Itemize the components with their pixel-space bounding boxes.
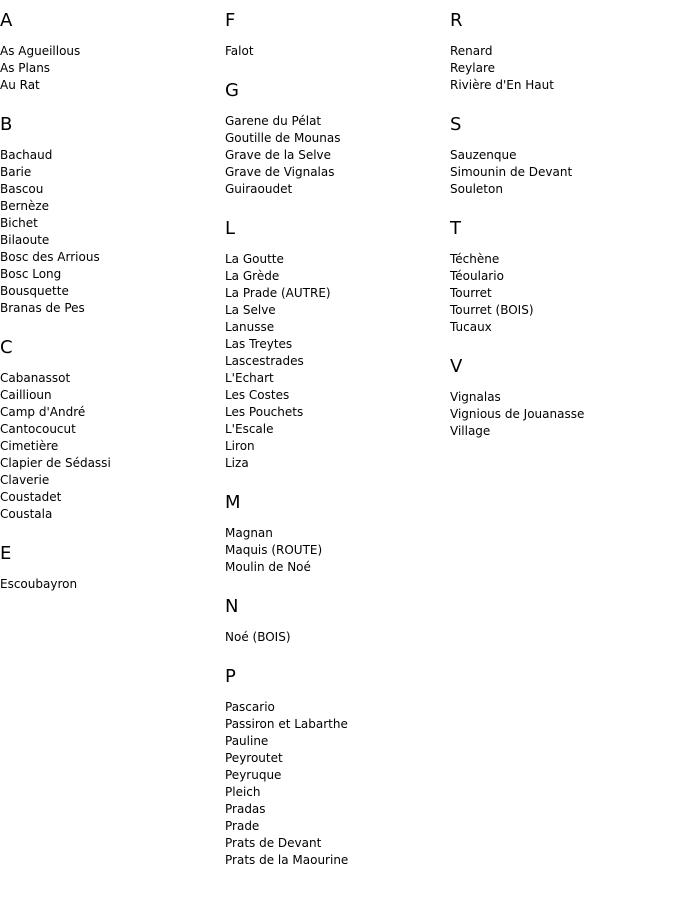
place-entry: Liron bbox=[225, 439, 255, 453]
entry-list bbox=[0, 43, 220, 94]
place-entry: Rivière d'En Haut bbox=[450, 78, 554, 92]
entry-list bbox=[450, 251, 670, 336]
letter-heading: S bbox=[450, 114, 462, 135]
place-entry: Branas de Pes bbox=[0, 301, 85, 315]
place-entry: Falot bbox=[225, 44, 254, 58]
place-entry: Moulin de Noé bbox=[225, 560, 311, 574]
place-entry: La Goutte bbox=[225, 252, 284, 266]
place-entry: Tourret (BOIS) bbox=[450, 303, 534, 317]
index-column bbox=[450, 10, 670, 460]
place-entry: Bousquette bbox=[0, 284, 69, 298]
place-entry: Bernèze bbox=[0, 199, 50, 213]
place-entry: Barie bbox=[0, 165, 32, 179]
place-entry: Peyruque bbox=[225, 768, 282, 782]
place-entry: Les Costes bbox=[225, 388, 290, 402]
place-entry: Camp d'André bbox=[0, 405, 86, 419]
letter-group bbox=[450, 114, 670, 198]
letter-heading: A bbox=[0, 10, 13, 31]
place-entry: Renard bbox=[450, 44, 493, 58]
place-entry: Pascario bbox=[225, 700, 275, 714]
place-entry: Goutille de Mounas bbox=[225, 131, 341, 145]
place-entry: Vignalas bbox=[450, 390, 501, 404]
entry-list bbox=[225, 251, 445, 472]
place-entry: Bosc des Arrious bbox=[0, 250, 100, 264]
place-entry: Pauline bbox=[225, 734, 269, 748]
place-entry: Las Treytes bbox=[225, 337, 293, 351]
entry-list bbox=[450, 389, 670, 440]
place-entry: Tucaux bbox=[450, 320, 492, 334]
index-column bbox=[0, 10, 220, 613]
place-entry: Grave de Vignalas bbox=[225, 165, 335, 179]
letter-heading: C bbox=[0, 337, 13, 358]
place-entry: Bachaud bbox=[0, 148, 53, 162]
letter-heading: L bbox=[225, 218, 236, 239]
letter-group bbox=[0, 543, 220, 593]
letter-heading: V bbox=[450, 356, 463, 377]
place-entry: Cantocoucut bbox=[0, 422, 76, 436]
letter-group bbox=[0, 10, 220, 94]
place-entry: Prats de Devant bbox=[225, 836, 322, 850]
place-entry: Caillioun bbox=[0, 388, 52, 402]
place-entry: Guiraoudet bbox=[225, 182, 293, 196]
place-entry: Pradas bbox=[225, 802, 266, 816]
place-entry: Bichet bbox=[0, 216, 38, 230]
letter-group bbox=[0, 114, 220, 317]
place-entry: Lanusse bbox=[225, 320, 275, 334]
place-entry: As Plans bbox=[0, 61, 51, 75]
letter-group bbox=[225, 596, 445, 646]
place-entry: As Agueillous bbox=[0, 44, 81, 58]
place-entry: Téoulario bbox=[450, 269, 504, 283]
entry-list bbox=[450, 43, 670, 94]
place-entry: Cimetière bbox=[0, 439, 59, 453]
entry-list bbox=[225, 43, 445, 60]
place-entry: Bilaoute bbox=[0, 233, 50, 247]
place-entry: La Prade (AUTRE) bbox=[225, 286, 331, 300]
letter-heading: M bbox=[225, 492, 241, 513]
place-entry: Magnan bbox=[225, 526, 273, 540]
letter-group bbox=[225, 218, 445, 472]
letter-heading: T bbox=[450, 218, 461, 239]
letter-group bbox=[0, 337, 220, 523]
entry-list bbox=[225, 699, 445, 869]
place-entry: Coustadet bbox=[0, 490, 62, 504]
place-entry: Passiron et Labarthe bbox=[225, 717, 348, 731]
letter-heading: G bbox=[225, 80, 239, 101]
place-entry: Sauzenque bbox=[450, 148, 517, 162]
letter-group bbox=[225, 492, 445, 576]
place-entry: Escoubayron bbox=[0, 577, 78, 591]
place-entry: Les Pouchets bbox=[225, 405, 304, 419]
letter-heading: N bbox=[225, 596, 239, 617]
letter-heading: F bbox=[225, 10, 236, 31]
place-entry: Souleton bbox=[450, 182, 503, 196]
place-entry: Claverie bbox=[0, 473, 50, 487]
letter-group bbox=[225, 666, 445, 869]
place-entry: L'Escale bbox=[225, 422, 274, 436]
place-entry: La Selve bbox=[225, 303, 276, 317]
entry-list bbox=[225, 629, 445, 646]
place-entry: Noé (BOIS) bbox=[225, 630, 291, 644]
letter-heading: E bbox=[0, 543, 12, 564]
place-entry: Clapier de Sédassi bbox=[0, 456, 111, 470]
index-column bbox=[225, 10, 445, 889]
place-entry: L'Echart bbox=[225, 371, 274, 385]
place-entry: Simounin de Devant bbox=[450, 165, 573, 179]
entry-list bbox=[0, 576, 220, 593]
place-entry: Peyroutet bbox=[225, 751, 283, 765]
letter-heading: P bbox=[225, 666, 236, 687]
entry-list bbox=[0, 147, 220, 317]
letter-heading: R bbox=[450, 10, 463, 31]
place-entry: La Grède bbox=[225, 269, 280, 283]
entry-list bbox=[450, 147, 670, 198]
place-entry: Garene du Pélat bbox=[225, 114, 322, 128]
letter-group bbox=[225, 80, 445, 198]
entry-list bbox=[0, 370, 220, 523]
entry-list bbox=[225, 525, 445, 576]
place-entry: Liza bbox=[225, 456, 249, 470]
place-entry: Lascestrades bbox=[225, 354, 304, 368]
place-entry: Cabanassot bbox=[0, 371, 71, 385]
place-entry: Vignious de Jouanasse bbox=[450, 407, 585, 421]
place-entry: Pleich bbox=[225, 785, 261, 799]
place-entry: Prats de la Maourine bbox=[225, 853, 349, 867]
place-entry: Maquis (ROUTE) bbox=[225, 543, 323, 557]
entry-list bbox=[225, 113, 445, 198]
place-entry: Coustala bbox=[0, 507, 53, 521]
place-entry: Tourret bbox=[450, 286, 492, 300]
place-entry: Prade bbox=[225, 819, 260, 833]
letter-group bbox=[450, 218, 670, 336]
place-entry: Grave de la Selve bbox=[225, 148, 332, 162]
place-entry: Téchène bbox=[450, 252, 500, 266]
place-entry: Bosc Long bbox=[0, 267, 62, 281]
place-entry: Reylare bbox=[450, 61, 496, 75]
place-entry: Village bbox=[450, 424, 491, 438]
letter-group bbox=[225, 10, 445, 60]
place-entry: Au Rat bbox=[0, 78, 40, 92]
letter-group bbox=[450, 10, 670, 94]
place-entry: Bascou bbox=[0, 182, 44, 196]
letter-heading: B bbox=[0, 114, 13, 135]
letter-group bbox=[450, 356, 670, 440]
